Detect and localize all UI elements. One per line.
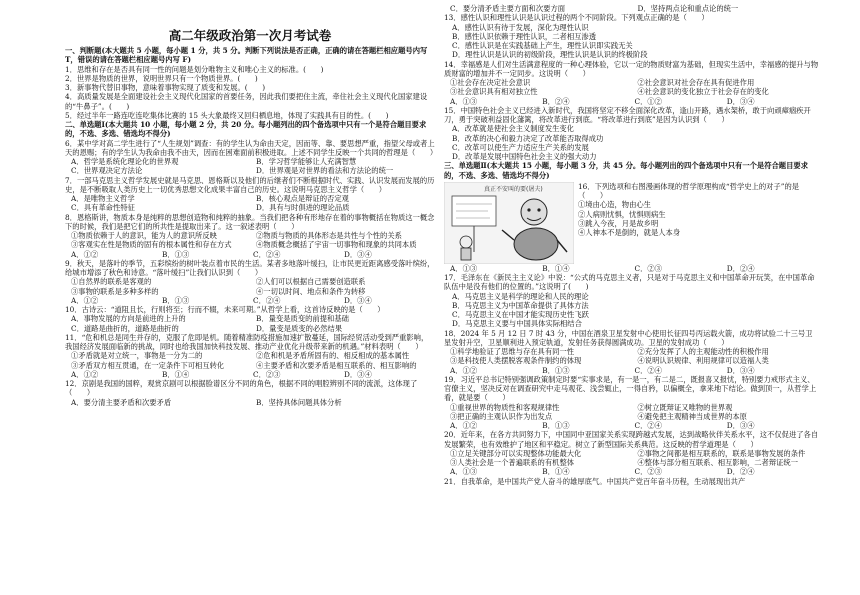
q9-answer-a: A．①② [71,295,99,305]
q9-statements [65,277,435,296]
q18-statement-1: ①科学地验证了思维与存在具有同一性 [450,347,575,356]
q8-statement-3: ③客观实在性是物质的固有的根本属性和存在方式 [71,240,232,250]
q8-statement-1: ①物质依赖于人的意识，能为人的意识所反映 [71,231,217,240]
q11-answer-d: D．③④ [344,369,372,379]
q12-option-b: B．坚持具体问题具体分析 [256,397,342,407]
q20-statement-3: ③人类社会是一个普遍联系的有机整体 [450,458,575,467]
q21-stem: 21．自我革命，是中国共产党人奋斗的雄厚底气。中国共产党百年奋斗历程，生动展现出共产 [444,476,746,486]
q19-answers [444,421,819,430]
q9-answers [65,296,435,305]
q20-answer-d: D．②④ [726,467,755,477]
q20-answers [444,467,819,476]
q10-option-d: D．量变是质变的必然结果 [256,323,343,333]
q11-stem: 11．“危和机总是同生并存的，克服了危即是机。随着精准防疫措施加速扩散蔓延，国际经贸活动受到严重影响，我国经济发展面临新的挑战，同时也给我国加快科技发展、推动产业优化升级带来新的机遇。”材料表明（ ） [65,332,429,351]
q13-stem: 13．感性认识和理性认识是认识过程的两个不同阶段。下列观点正确的是（ ） [444,13,709,23]
q11-statement-3: ③矛盾双方相互贯通，在一定条件下可相互转化 [71,360,225,370]
q12-options-ab [65,398,435,407]
q19-answer-d: D．③④ [726,421,755,430]
q18-answers [444,366,819,375]
q15-option-b: B．改革的决心和毅力决定了改革能否取得成功 [452,133,604,143]
q6-option-d: D．世界观是对世界的看法和方法论的统一 [256,166,394,176]
q20-stem: 20．近年来，在各方共同努力下，中国同中亚国家关系实现跨越式发展，达到战略伙伴关系水平，这不仅促进了各自发展繁荣，也有效维护了地区和平稳定。树立了新型国际关系典范。这反映的哲学道理是（ ） [444,430,819,449]
q9-answer-c: C．②④ [253,295,281,305]
q12-option-a: A．要分清主要矛盾和次要矛盾 [71,397,172,407]
judge-item-4: 4．高质量发展是全面建设社会主义现代化国家的首要任务，因此我们要把住主流，牵住社会主义现代化国家建设的“牛鼻子”。( ) [65,92,428,111]
q9-statement-2: ②人们可以根据自己需要创造联系 [256,277,366,287]
q16-cartoon-image [444,182,574,264]
q11-answer-b: B．①④ [162,369,190,379]
q19-stem: 19．习近平总书记特别强调政策制定时要“实事求是，有一是一，有二是二，既报喜又报忧，特别要力戒形式主义、官僚主义，坚决反对在调查研究中走马观花、浅尝辄止，一得自矜，以偏概全，拿来地下结论。做到顶一，从哲学上看，就是要（ ） [444,374,817,403]
q18-answer-d: D．③④ [726,365,755,375]
q6-option-c: C．世界观决定方法论 [71,166,143,176]
q6-option-a: A．哲学是系统化理论化的世界观 [71,157,179,166]
q17-stem: 17．毛泽东在《新民主主义论》中说：“公式的马克思主义者，只是对于马克思主义和中国革命开玩笑，在中国革命队伍中是没有他们的位置的。”这说明了( ) [444,273,815,292]
q8-answer-a: A．①② [71,249,99,259]
q13-option-b: B．感性认识依赖于理性认识，二者相互渗透 [452,31,597,41]
q19-statement-4: ④避免把主观精神当成世界的本原 [637,411,747,421]
q7-options [65,194,435,213]
q14-stem: 14．幸福感是人们对生活满意程度的一种心理体验，它以一定的物质财富为基础，但现实生活中，幸福感的提升与物质财富的增加并不一定同步。这说明（ ） [444,59,819,78]
q14-statement-1: ①社会存在决定社会意识 [450,78,531,87]
q7-option-b: B．核心观点是辩证的否定观 [256,194,349,203]
q10-option-b: B．量变是质变的前提和基础 [256,314,349,324]
q20-statement-1: ①立足关键部分可以实现整体功能最大化 [450,448,582,458]
q20-answer-c: C．②③ [634,467,662,477]
q8-answer-c: C．②④ [253,249,281,259]
q16-statement-3: ③跳入今夜，月是故乡明 [578,218,659,228]
q18-answer-c: C．②④ [634,365,662,375]
q14-answer-b: B．②④ [542,96,570,106]
q16-statement-1: ①境由心造，物由心生 [578,200,651,210]
q11-answer-a: A．①② [71,369,99,379]
q18-statement-3: ③是科技使人类摆脱客观条件制约的体现 [450,356,582,366]
q20-answer-b: B．①④ [542,467,570,477]
q9-statement-3: ③事物的联系是多种多样的 [71,286,159,296]
q6-options [65,157,435,176]
q9-answer-d: D．③④ [344,295,372,305]
q8-statement-2: ②物质与物质的具体形态是共性与个性的关系 [256,231,402,240]
q8-statements [65,231,435,250]
q18-statement-4: ④说明认识规律、利用规律可以造福人类 [637,356,769,366]
q7-option-d: D．具有与时俱进的理论品质 [256,203,350,213]
q13-option-a: A．感性认识有待于发展，深化为理性认识 [452,22,589,32]
left-column [65,4,438,407]
q14-answer-a: A．①③ [450,96,478,106]
q15-option-d: D．改革是发展中国特色社会主义的强大动力 [452,152,597,161]
q15-stem: 15．中国特色社会主义已经进入新时代，我国将坚定不移全面深化改革，逢山开路，遇水架桥，敢于向顽瘴痼疾开刀，勇于突破利益固化藩篱，将改革进行到底。“将改革进行到底”是因为认识到（ ） [444,105,811,124]
q10-stem: 10．古诗云：“道阻且长，行则将至；行而不辍，未来可期。”从哲学上看，这首诗反映的是（ ） [65,305,385,314]
q20-statements [444,449,819,468]
q7-option-a: A．是唯物主义哲学 [71,194,135,203]
judge-item-1: 1．思维和存在是否具有同一性的问题是划分唯物主义和唯心主义的标准。( ) [65,64,324,74]
q14-answer-d: D．③④ [726,96,755,106]
q8-statement-4: ④物质概念概括了宇宙一切事物和现象的共同本质 [256,240,417,250]
q14-answers [444,97,819,106]
q19-answer-a: A．①② [450,421,478,430]
q7-option-c: C．具有革命性特征 [71,203,135,213]
q16-stem: 16．下列选项和右图漫画体现的哲学原理构成“哲学史上的对子”的是（ ） [578,181,800,200]
q11-answer-c: C．②③ [253,369,281,379]
q11-statements [65,351,435,370]
q14-statement-4: ④社会意识的变化独立于社会存在的变化 [637,87,769,97]
judge-item-5: 5．经过半年一路连吃连吃集体比赛的 15 头大象最终又回归栖息地，体现了实践具有目的性。( ) [65,110,389,120]
section1-heading: 一、判断题(本大题共 5 小题，每小题 1 分，共 5 分。判断下列说法是否正确，正确的请在答题栏相应题号内写 T，错误的请在答题栏相应题号内写 F) [65,46,428,65]
q17-option-c: C．马克思主义在中国才能实现历史性飞跃 [452,310,589,319]
q16-answers [444,264,819,273]
q15-option-c: C．改革可以使生产力适应生产关系的发展 [452,142,589,152]
section2-heading: 二、单选题Ⅰ(本大题共 10 小题，每小题 2 分，共 20 分。每小题列出的四个备选项中只有一个是符合题目要求的，不选、多选、错选均不得分) [65,120,427,139]
q16-answer-c: C．②③ [634,263,662,273]
q14-answer-c: C．①② [634,96,662,106]
q7-stem: 7．一部马克思主义哲学发展史就是马克思、恩格斯以及他们的后继者们不断根据时代、实践、认识发展而发展的历史，是不断吸取人类历史上一切优秀思想文化成果丰富自己的历史。这说明马克思主义哲学（ ） [65,175,435,194]
q6-stem: 6．某中学对高二学生进行了“人生规划”调查：有的学生认为命由天定，因而等、靠、要思想严重，指望父母或者上天的恩赐；有的学生认为我命由我不由天，因而在困难面前积极进取。上述不同学生反映一个共同的哲理是（ ） [65,138,438,157]
q20-answer-a: A．①③ [450,467,478,477]
section3-heading: 三、单选题Ⅱ(本大题共 15 小题，每小题 3 分，共 45 分。每小题列出的四个备选项中只有一个是符合题目要求的，不选、多选、错选均不得分) [444,161,808,180]
q18-statement-2: ②充分发挥了人的主观能动性的积极作用 [637,347,769,356]
judge-item-3: 3．新事物代替旧事物，意味着事物实现了质变和发展。( ) [65,83,266,92]
q16-text [578,182,818,238]
q18-answer-a: A．①② [450,365,478,375]
q14-statement-3: ③社会意识具有相对独立性 [450,87,538,97]
q9-stem: 9．秋天，是落叶的季节，五彩缤纷的树叶装点着市民的生活。某者多地落叶缓扫，让市民更近距离感受落叶缤纷，给城市增添了秋色和诗意。“落叶缓扫”让我们认识到（ ） [65,258,435,277]
q16-answer-d: D．②④ [726,263,755,273]
q11-answers [65,370,435,379]
q18-statements [444,347,819,366]
q11-statement-2: ②危和机是矛盾所固有的、相反相成的基本属性 [256,351,410,361]
q11-statement-1: ①矛盾就是对立统一，事物是一分为二的 [71,351,203,361]
q17-option-d: D．马克思主义要与中国具体实际相结合 [452,319,582,329]
q17-option-b: B．马克思主义为中国革命提供了具体方法 [452,300,589,310]
q8-answer-b: B．①③ [162,249,190,259]
q10-options [65,314,435,333]
q16-statement-4: ④人神本不是倒的，就是人本身 [578,228,681,237]
q19-answer-b: B．①③ [542,421,570,430]
q16-answer-b: B．①④ [542,263,570,273]
q18-stem: 18．2024 年 5 月 12 日 7 时 43 分，中国在酒泉卫星发射中心使用长征四号丙运载火箭，成功将试验二十三号卫星发射升空，卫星顺利进入预定轨道，发射任务获得圆满成功。卫星的发射成功（ ） [444,328,813,347]
q15-option-a: A．改革就是使社会主义制度发生变化 [452,124,575,134]
right-column [444,4,819,486]
q9-statement-4: ④一切以时间、地点和条件为转移 [256,286,366,296]
q19-statement-2: ②树立既辩证又唯物的世界观 [637,402,733,412]
q13-option-d: D．理性认识是认识的初级阶段，理性认识是认识的终极阶段 [452,50,648,60]
q20-statement-2: ②事物之间都是相互联系的，联系是事物发展的条件 [637,448,806,458]
q8-stem: 8．恩格斯讲，物质本身是纯粹的思想创造物和纯粹的抽象。当我们把各种有形地存在着的事物概括在物质这一概念下的时候，我们是把它们的所共性是提取出来了。这一叙述表明（ ） [65,212,435,231]
q20-statement-4: ④整体与部分相互联系、相互影响，二者辩证统一 [637,458,799,467]
q19-answer-c: C．②④ [634,421,662,430]
q12-stem: 12．京剧是我国的国粹，观赏京剧可以根据脸谱区分不同的角色，根据不同的唱腔辨别不同的流派，这体现了（ ） [65,379,418,398]
q16-statement-2: ②人病则忧惧，忧惧则病生 [578,209,666,219]
q19-statement-1: ①重视世界的物质性和客观规律性 [450,402,560,412]
q14-statement-2: ②社会意识对社会存在具有促进作用 [637,78,755,87]
q19-statements [444,403,819,422]
judge-item-2: 2．世界是物质的世界，说明世界只有一个物质世界。( ) [65,73,258,83]
q12-option-d: D．坚持两点论和重点论的统一 [637,4,739,13]
q16-answer-a: A．①③ [450,263,478,273]
page-title: 高二年级政治第一次月考试卷 [168,28,332,43]
q12-options-cd [444,4,819,13]
q6-option-b: B．学习哲学能够让人充满智慧 [256,157,357,166]
q12-option-c: C．要分清矛盾主要方面和次要方面 [450,4,566,13]
q11-statement-4: ④主要矛盾和次要矛盾是相互联系的、相互影响的 [256,360,417,370]
q8-answers [65,250,435,259]
q14-statements [444,78,819,97]
q18-answer-b: B．①③ [542,365,570,375]
q10-option-c: C．道路是曲折的，道路是曲折的 [71,323,179,333]
q9-statement-1: ①自然界的联系是客观的 [71,277,152,287]
q16-block [444,182,819,264]
q16-cartoon-caption: 真正不安叫的要(屠夫) [484,185,543,193]
q19-statement-3: ③把正确的主观认识作为出发点 [450,411,553,421]
q13-option-c: C．感性认识是在实践基础上产生，理性认识即实践无关 [452,41,633,50]
q9-answer-b: B．①③ [162,295,190,305]
q10-option-a: A．事物发展的方向是前进的上升的 [71,314,186,324]
q8-answer-d: D．③④ [344,249,372,259]
q17-option-a: A．马克思主义是科学的理论和人民的理论 [452,291,589,301]
